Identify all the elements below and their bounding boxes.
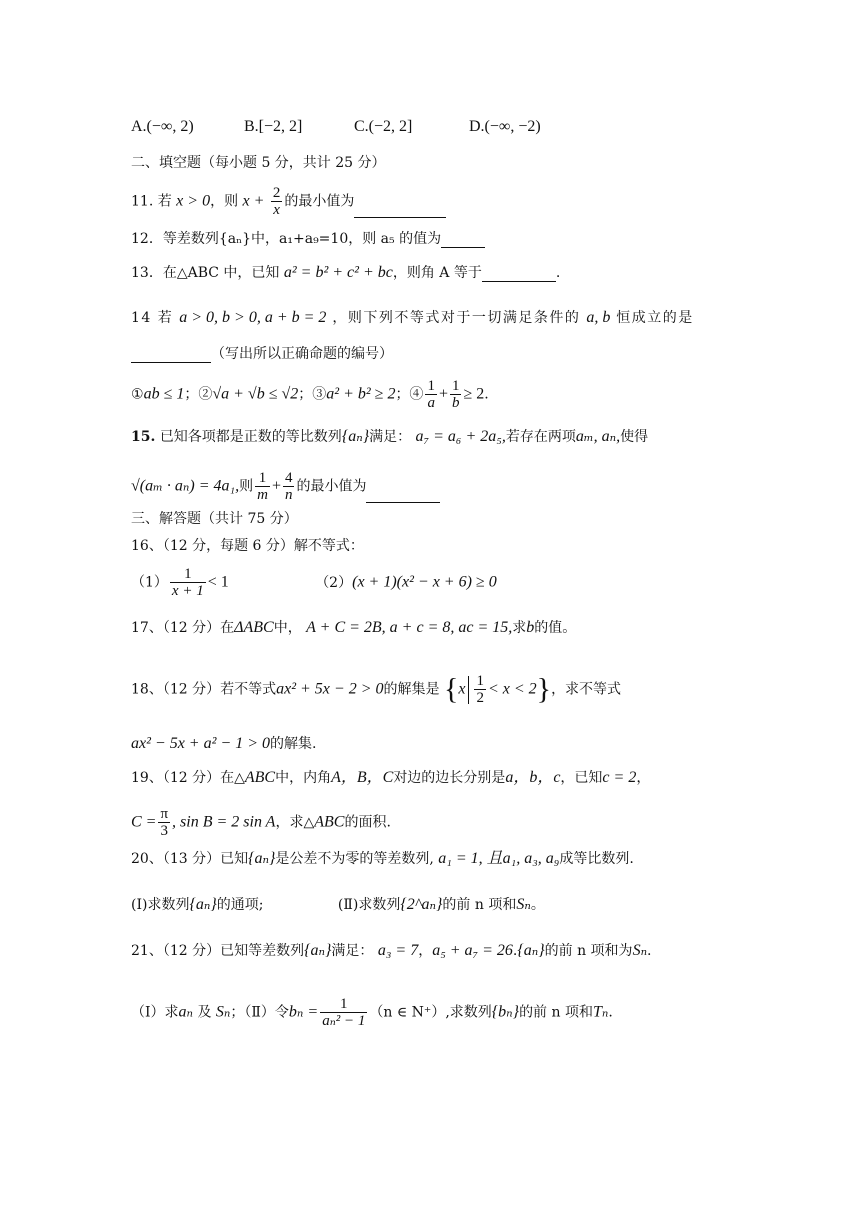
q11-num: 11.	[131, 193, 154, 210]
q20b-p2end: 的前 n 项和	[442, 897, 517, 913]
q15-mid2: 则	[239, 478, 254, 495]
q18-set-den: 2	[476, 690, 484, 706]
question-14-options	[131, 378, 800, 411]
q17-pre: 17、（12 分）在	[131, 620, 235, 636]
q12-answer-blank[interactable]	[441, 233, 485, 248]
q21-seq2: {aₙ}	[517, 942, 545, 959]
q16-frac-num: 1	[170, 566, 206, 583]
q19b-frac-num: π	[160, 806, 169, 822]
q21b-cond: （n ∈ N⁺）	[369, 1004, 446, 1021]
q18-set-num: 1	[476, 673, 484, 689]
question-14-line2	[131, 345, 800, 363]
q18-set-x: x	[458, 680, 466, 698]
q14-frac-a-den: a	[427, 395, 435, 411]
q15-num: 15.	[131, 429, 156, 445]
q20-mid: 是公差不为零的等差数列,	[275, 851, 434, 867]
q19-mid: 中，内角	[275, 770, 332, 786]
option-d: D.(−∞, −2)	[469, 118, 541, 135]
question-12	[131, 230, 800, 248]
q20b-s: Sₙ	[516, 896, 531, 913]
q21b-fraction	[320, 996, 367, 1029]
q15-f2-den: n	[284, 487, 293, 503]
q14-post: ，则下列不等式对于一切满足条件的	[332, 310, 581, 326]
q14-s3: ；④	[395, 386, 424, 403]
q18b-expr: ax² − 5x + a² − 1 > 0	[131, 735, 270, 752]
q11-expr: x +	[242, 192, 265, 210]
q15-frac-2	[283, 470, 295, 503]
q14-e4: ≥ 2	[463, 385, 485, 403]
question-15	[131, 428, 800, 446]
q19-mid2: 对边的边长分别是	[393, 770, 506, 786]
q14-frac-a-num: 1	[427, 378, 435, 394]
q20-cond: a₁ = 1, 且a₁, a₃, a₉	[438, 850, 560, 867]
q16-e2: (x + 1)(x² − x + 6) ≥ 0	[352, 573, 497, 591]
q20-seq: {aₙ}	[248, 850, 276, 867]
q17-cond: A + C = 2B, a + c = 8, ac = 15,	[306, 619, 513, 636]
q21b-seq: {bₙ}	[491, 1003, 520, 1021]
q19b-frac-den: 3	[160, 823, 168, 839]
q21-mid: 满足：	[331, 943, 374, 959]
q11-fraction	[271, 185, 283, 218]
q15-mid: 满足：	[369, 429, 412, 445]
q21-s: Sₙ	[632, 942, 648, 959]
q19b-expr: , sin B = 2 sin A	[172, 813, 276, 831]
q21-sep: ，	[418, 943, 433, 959]
q20-pre: 20、（13 分）已知	[131, 851, 249, 867]
q15-pre: 已知各项都是正数的等比数列	[159, 429, 342, 445]
q21b-post: 的前 n 项和	[519, 1004, 593, 1021]
question-13	[131, 264, 800, 282]
q18-pre: 18、（12 分）若不等式	[131, 681, 277, 698]
q15-seq: {aₙ}	[341, 428, 370, 445]
question-21	[131, 942, 800, 960]
q18-mid: 的解集是	[383, 681, 440, 698]
q21b-tn: Tₙ	[592, 1003, 609, 1021]
q13-expr: a² = b² + c² + bc	[283, 264, 393, 281]
q21b-end: .	[608, 1004, 613, 1021]
q17-end: 的值。	[534, 620, 577, 636]
q15-frac-1	[255, 470, 270, 503]
q19-mid3: ，已知	[560, 770, 603, 786]
q14-e3: a² + b² ≥ 2	[326, 385, 396, 403]
question-20-parts	[131, 896, 800, 914]
question-19-line2	[131, 806, 800, 839]
q19b-post: 的面积.	[344, 814, 391, 831]
q15-plus: +	[271, 477, 281, 495]
option-b: B.[−2, 2]	[244, 118, 303, 135]
q15-f1-den: m	[257, 487, 268, 503]
q18-post: ，求不等式	[551, 681, 622, 698]
q20b-end: 。	[530, 897, 545, 913]
question-17	[131, 619, 800, 637]
q21-c1: a₃ = 7	[377, 942, 419, 959]
q11-post: 的最小值为	[284, 193, 355, 210]
q20b-seq2: {2^aₙ}	[400, 896, 443, 913]
q21-post: 的前 n 项和为	[544, 943, 633, 959]
question-19	[131, 769, 800, 787]
question-18	[131, 673, 800, 706]
question-15-line2	[131, 470, 800, 503]
q18-set-frac	[474, 673, 486, 706]
q17-var: b	[526, 619, 535, 636]
q13-answer-blank[interactable]	[482, 267, 556, 282]
q18-set-bar	[468, 676, 469, 704]
q11-pre: 若	[157, 193, 172, 210]
q21-c2: a₅ + a₇ = 26	[432, 942, 513, 959]
q16-p1: （1）	[131, 574, 168, 591]
section-2-header: 二、填空题（每小题 5 分，共计 25 分）	[131, 155, 386, 171]
q15-f2-num: 4	[284, 470, 293, 486]
q21-dot: .	[512, 943, 518, 959]
q11-mid: ，则	[210, 193, 239, 210]
q18-set-rest: < x < 2	[487, 680, 537, 698]
q14-end: 恒成立的是	[616, 310, 694, 326]
q21b-frac-num: 1	[320, 996, 367, 1013]
question-14	[131, 309, 800, 327]
q21-pre: 21、（12 分）已知等差数列	[131, 943, 305, 959]
q14-vars: a, b	[586, 309, 611, 326]
q14-s1: ；②	[184, 386, 213, 403]
q15-expr: a₇ = a₆ + 2a₅,	[415, 428, 506, 445]
q15-post: 若存在两项	[505, 429, 576, 445]
q14-frac-b-den: b	[451, 395, 460, 411]
q21b-p1: （Ⅰ）求	[131, 1004, 179, 1021]
q14-frac-b	[450, 378, 462, 411]
q21b-frac-den: aₙ² − 1	[322, 1013, 366, 1029]
q14-end-dot: .	[484, 386, 489, 403]
q14-e2: √a + √b ≤ √2	[212, 385, 299, 403]
q11-cond: x > 0	[176, 192, 211, 210]
option-c: C.(−2, 2]	[354, 118, 413, 135]
q16-lt: < 1	[207, 573, 229, 591]
q21b-an: aₙ	[178, 1003, 194, 1021]
q14-i1: ①	[131, 386, 144, 403]
q21b-bn: bₙ =	[288, 1003, 319, 1021]
q15-end: 使得	[620, 429, 649, 445]
q17-post: 求	[512, 620, 527, 636]
q17-expr: ΔABC	[234, 619, 274, 636]
q19-pre: 19、（12 分）在△	[131, 770, 245, 786]
q13-pre: 13．在△ABC 中，已知	[131, 265, 280, 281]
q20-post: 成等比数列.	[559, 851, 634, 867]
q20b-p2: (Ⅱ)求数列	[337, 897, 401, 913]
q15-post2: 的最小值为	[296, 478, 367, 495]
q16-frac-den: x + 1	[171, 583, 204, 599]
q19b-lhs: C =	[131, 813, 157, 831]
question-16-parts	[131, 566, 800, 599]
q14-frac-a	[425, 378, 437, 411]
q14-answer-blank[interactable]	[131, 348, 211, 363]
q21b-sep: ；（Ⅱ）令	[230, 1004, 289, 1021]
q13-post: ，则角 A 等于	[392, 265, 482, 281]
q19-vars: A，B，C	[331, 769, 394, 786]
q18-set-close: }	[536, 672, 552, 706]
q18b-post: 的解集.	[269, 736, 317, 752]
q21-end: .	[647, 943, 652, 959]
q12-text: 12．等差数列{aₙ}中，a₁+a₉=10，则 a₅ 的值为	[131, 231, 442, 247]
question-18-line2	[131, 735, 800, 753]
question-21-parts	[131, 996, 800, 1029]
q11-frac-num: 2	[272, 185, 281, 201]
q15-sqrt-expr: √(aₘ · aₙ) = 4a₁,	[131, 477, 240, 495]
q21-seq: {aₙ}	[304, 942, 332, 959]
q11-answer-blank[interactable]	[354, 203, 446, 218]
q19b-mid: ，求△	[275, 814, 315, 831]
options-row	[131, 118, 800, 136]
q20b-p1end: 的通项;	[216, 897, 264, 913]
q14-plus: +	[438, 385, 448, 403]
q19-cond: c = 2	[602, 769, 637, 786]
q19b-abc: ABC	[314, 813, 345, 831]
q14-cond: a > 0, b > 0, a + b = 2	[179, 309, 327, 326]
question-16: 16、（12 分，每题 6 分）解不等式：	[131, 538, 364, 554]
q17-mid: 中，	[273, 620, 302, 636]
question-20	[131, 850, 800, 868]
q21b-sn: Sₙ	[215, 1003, 231, 1021]
q14-e1: ab ≤ 1	[143, 385, 185, 403]
q19b-fraction	[158, 806, 170, 839]
q18-expr: ax² + 5x − 2 > 0	[276, 680, 384, 698]
q16-p2: （2）	[315, 574, 353, 591]
q16-fraction	[170, 566, 206, 599]
q21b-mid: ,求数列	[445, 1004, 492, 1021]
q19-sides: a，b，c	[505, 769, 561, 786]
q15-f1-num: 1	[255, 470, 270, 487]
q15-terms: aₘ, aₙ,	[575, 428, 621, 445]
option-a: A.(−∞, 2)	[131, 118, 194, 135]
q18-set: {	[443, 672, 459, 706]
q15-answer-blank[interactable]	[366, 488, 440, 503]
q20b-p1: (Ⅰ)求数列	[131, 897, 190, 913]
q21b-and: 及	[197, 1004, 212, 1021]
q20b-seq: {aₙ}	[189, 896, 217, 913]
q14-s2: ；③	[298, 386, 327, 403]
q14-num: 14 若	[131, 310, 174, 326]
q14-note: （写出所以正确命题的编号）	[211, 346, 393, 362]
q11-frac-den: x	[273, 202, 280, 218]
q13-end: .	[555, 265, 561, 281]
section-3-header: 三、解答题（共计 75 分）	[131, 511, 298, 527]
question-11	[131, 185, 800, 218]
q14-frac-b-num: 1	[451, 378, 460, 394]
q19-end: ，	[636, 770, 651, 786]
q19-abc: ABC	[244, 769, 276, 786]
